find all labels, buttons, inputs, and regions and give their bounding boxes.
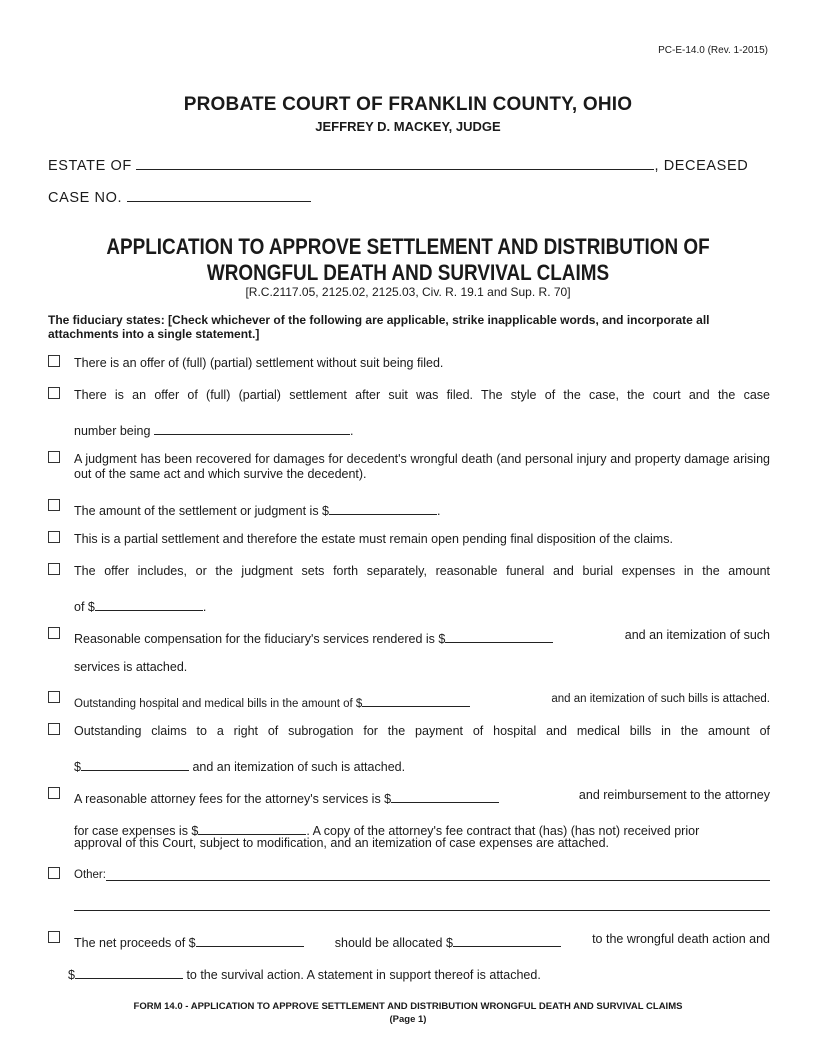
item-attorney-fees xyxy=(74,788,770,807)
item-partial-settlement: This is a partial settlement and therefore the estate must remain open pending final disposition of the claims. xyxy=(74,532,673,546)
funeral-amount-field[interactable] xyxy=(95,596,203,611)
checkbox-settlement-amount[interactable] xyxy=(48,499,60,511)
item-subrogation-amount-line xyxy=(74,756,770,775)
dollar-sign: $ xyxy=(68,968,75,982)
footer-page-number: (Page 1) xyxy=(389,1014,427,1025)
form-title-line1: APPLICATION TO APPROVE SETTLEMENT AND DISTRIBUTION OF xyxy=(106,234,710,259)
other-label: Other: xyxy=(74,869,106,881)
checkbox-subrogation[interactable] xyxy=(48,723,60,735)
checkbox-funeral-expenses[interactable] xyxy=(48,563,60,575)
judge-name: JEFFREY D. MACKEY, JUDGE xyxy=(315,119,501,134)
checkbox-fiduciary-compensation[interactable] xyxy=(48,627,60,639)
estate-name-field[interactable] xyxy=(136,155,654,170)
settlement-amount-field[interactable] xyxy=(329,500,437,515)
case-expenses-label: for case expenses is $ xyxy=(74,824,199,838)
page-footer xyxy=(0,1000,816,1026)
period: . xyxy=(349,424,354,438)
checkbox-medical-bills[interactable] xyxy=(48,691,60,703)
item-approval-text: approval of this Court, subject to modification, and an itemization of case expenses are attached. xyxy=(74,836,610,850)
court-name: PROBATE COURT OF FRANKLIN COUNTY, OHIO xyxy=(183,94,633,115)
other-field-line2[interactable] xyxy=(74,910,770,911)
case-number-label: number being xyxy=(74,424,151,438)
wrongful-death-allocation-field[interactable] xyxy=(453,932,561,947)
settlement-amount-label: The amount of the settlement or judgment is $ xyxy=(74,504,329,518)
item-survival-allocation-line xyxy=(68,964,541,982)
period: . xyxy=(202,600,207,614)
attorney-fees-label: A reasonable attorney fees for the attorney's services is $ xyxy=(74,792,392,806)
item-offer-without-suit: There is an offer of (full) (partial) settlement without suit being filed. xyxy=(74,356,444,370)
case-number-field[interactable] xyxy=(127,187,311,202)
fiduciary-comp-field[interactable] xyxy=(445,628,553,643)
medical-bills-label: Outstanding hospital and medical bills in the amount of $ xyxy=(74,698,363,710)
net-proceeds-label: The net proceeds of $ xyxy=(74,936,196,950)
survival-statement-label: to the survival action. A statement in support thereof is attached. xyxy=(186,968,541,982)
case-no-label: CASE NO. xyxy=(48,190,123,206)
medical-bills-field[interactable] xyxy=(362,692,470,707)
period: . xyxy=(437,504,441,518)
subrogation-itemization-label: and an itemization of such is attached. xyxy=(192,760,406,774)
estate-of-label: ESTATE OF xyxy=(48,158,132,174)
allocated-label: should be allocated $ xyxy=(334,936,453,950)
item-services-attached: services is attached. xyxy=(74,660,188,674)
checkbox-other[interactable] xyxy=(48,867,60,879)
item-medical-bills xyxy=(74,692,770,712)
statute-citation: [R.C.2117.05, 2125.02, 2125.03, Civ. R. 19.1 and Sup. R. 70] xyxy=(245,285,571,299)
wrongful-death-label: to the wrongful death action and xyxy=(592,932,770,946)
reimbursement-label: and reimbursement to the attorney xyxy=(578,788,770,802)
item-funeral-expenses: The offer includes, or the judgment sets forth separately, reasonable funeral and burial expenses in the amount xyxy=(74,564,770,578)
fiduciary-comp-label: Reasonable compensation for the fiduciary's services rendered is $ xyxy=(74,632,446,646)
deceased-label: , DECEASED xyxy=(654,158,749,174)
case-row xyxy=(48,187,311,206)
item-judgment-recovered: A judgment has been recovered for damages for decedent's wrongful death (and personal injury and property damage arising out of the same act and which survive the decedent). xyxy=(74,452,770,481)
case-number-being-field[interactable] xyxy=(154,420,350,435)
subrogation-amount-field[interactable] xyxy=(81,756,189,771)
fee-contract-text: . A copy of the attorney's fee contract that (has) (has not) received prior xyxy=(306,824,700,838)
item-offer-after-suit: There is an offer of (full) (partial) settlement after suit was filed. The style of the case, the court and the case xyxy=(74,388,770,402)
survival-allocation-field[interactable] xyxy=(75,964,183,979)
form-number: PC-E-14.0 (Rev. 1-2015) xyxy=(658,45,768,56)
estate-row xyxy=(48,155,770,174)
funeral-amount-label: of $ xyxy=(74,600,95,614)
item-fiduciary-compensation xyxy=(74,628,770,647)
net-proceeds-field[interactable] xyxy=(196,932,304,947)
checkbox-attorney-fees[interactable] xyxy=(48,787,60,799)
item-subrogation: Outstanding claims to a right of subrogation for the payment of hospital and medical bills in the amount of xyxy=(74,724,770,738)
checkbox-offer-after-suit[interactable] xyxy=(48,387,60,399)
attorney-fees-field[interactable] xyxy=(391,788,499,803)
checkbox-judgment-recovered[interactable] xyxy=(48,451,60,463)
dollar-sign: $ xyxy=(74,760,81,774)
medical-itemization-label: and an itemization of such bills is attached. xyxy=(551,693,770,705)
itemization-label: and an itemization of such xyxy=(624,628,770,642)
item-case-number-line xyxy=(74,420,770,439)
item-other xyxy=(74,868,770,883)
item-settlement-amount xyxy=(74,500,770,519)
intro-text: The fiduciary states: [Check whichever of the following are applicable, strike inapplicable words, and incorporate all attachments into a single statement.] xyxy=(48,313,710,341)
checkbox-offer-without-suit[interactable] xyxy=(48,355,60,367)
form-title-line2: WRONGFUL DEATH AND SURVIVAL CLAIMS xyxy=(206,260,610,285)
item-net-proceeds xyxy=(74,932,770,951)
footer-form-title: FORM 14.0 - APPLICATION TO APPROVE SETTLEMENT AND DISTRIBUTION WRONGFUL DEATH AND SURVIVAL CLAIMS xyxy=(133,1001,683,1012)
case-expenses-field[interactable] xyxy=(198,820,306,835)
item-funeral-amount-line xyxy=(74,596,770,615)
checkbox-net-proceeds[interactable] xyxy=(48,931,60,943)
other-field[interactable] xyxy=(106,868,770,881)
checkbox-partial-settlement[interactable] xyxy=(48,531,60,543)
